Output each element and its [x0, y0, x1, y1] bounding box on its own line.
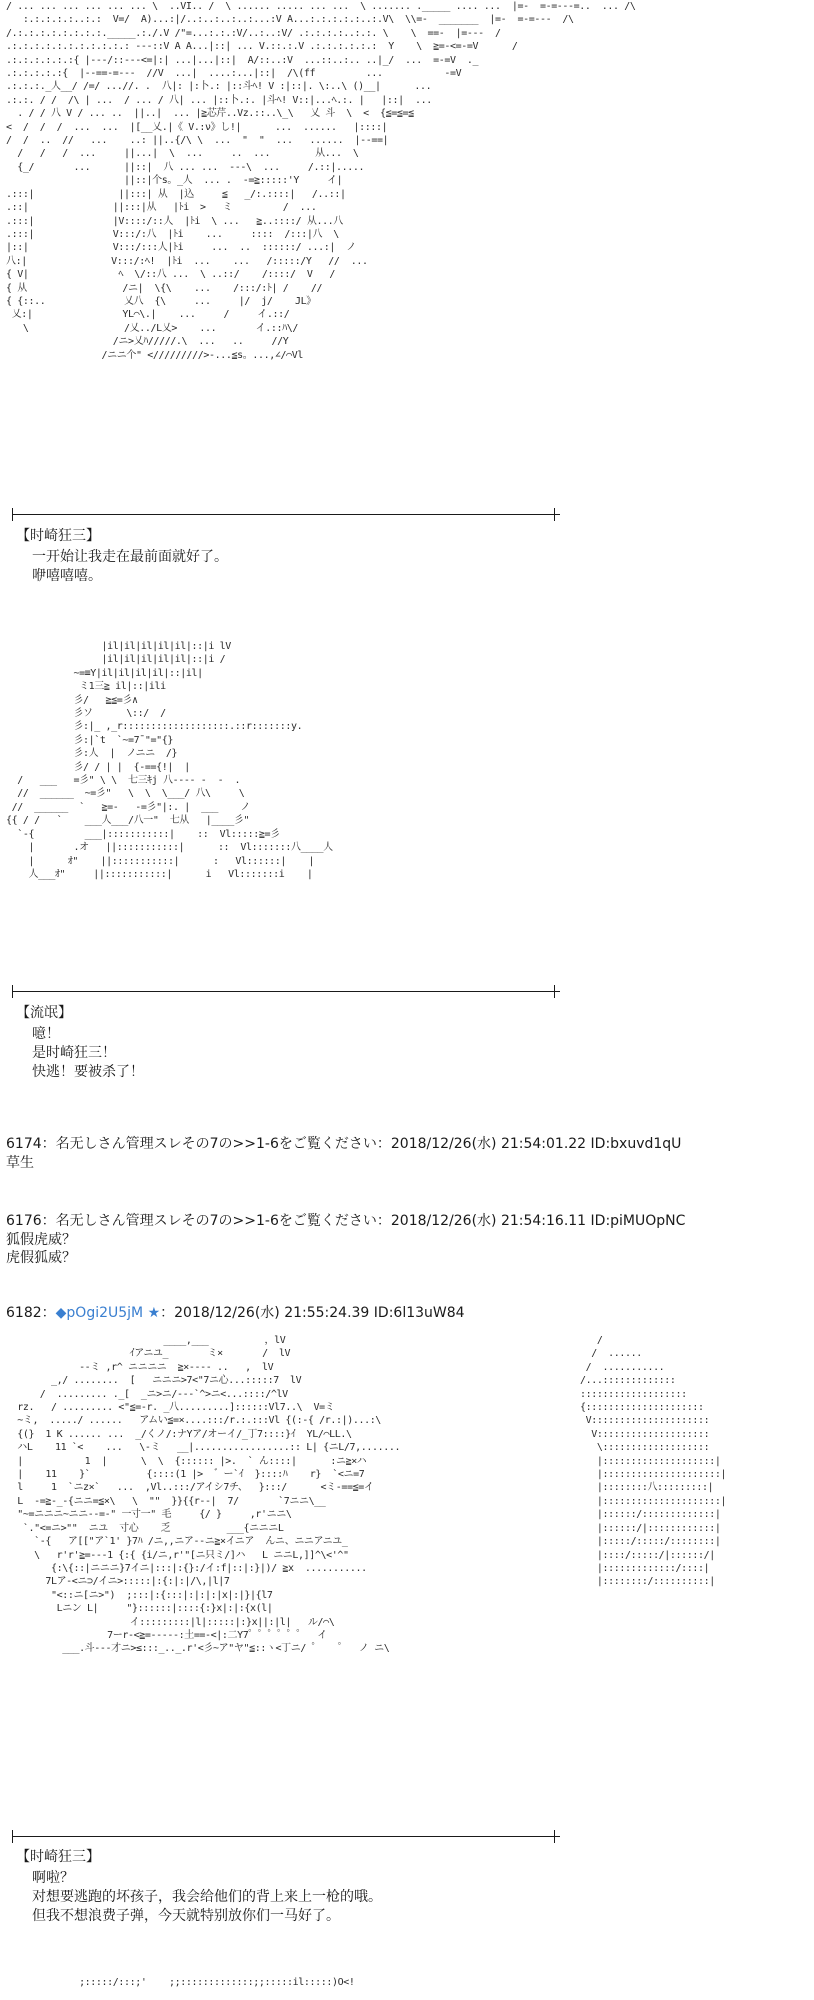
ascii-art-kurumi-right-panel: / / ...... / ........... /...::::::::::::: ::::::::::::::::::: {::::::::::::::::::::: V::::::::::::::::::::: V:::::::::::::::::::: \::::::::::::::::::: |::::::::::::::::::::| |:::::::::::::::::::::| |::::::::八:::::::::| |:::::::::::::::::::::| |::::::/:::::::::::::| |::::::/|::::::::::::| |:::::/:::::/::::::::| |::::/:::::/|::::::/| |:::::::::::::/::::| |::::::::/::::::::::| [580, 1335, 727, 1588]
divider-right-tick [554, 508, 555, 521]
divider-line [12, 991, 560, 992]
dialogue-line: 快逃！要被杀了！ [32, 1064, 144, 1080]
dialogue-line: 一开始让我走在最前面就好了。 [32, 549, 228, 565]
divider-right-tick [554, 1830, 555, 1843]
post-number[interactable]: 6176 [6, 1213, 42, 1229]
post-meta: ：名无しさん管理スレその7の>>1-6をご覧ください：2018/12/26(水) 21:54:16.11 ID:piMUOpNC [41, 1213, 686, 1229]
speaker-name: 【时崎狂三】 [16, 1849, 100, 1865]
post-number[interactable]: 6174 [6, 1136, 42, 1152]
post-number[interactable]: 6182 [6, 1305, 42, 1321]
tripcode-link[interactable]: ◆pOgi2U5jM ★ [55, 1305, 161, 1321]
speaker-name: 【时崎狂三】 [16, 528, 100, 544]
post-meta: ：2018/12/26(水) 21:55:24.39 ID:6l13uW84 [160, 1305, 465, 1321]
ascii-art-kurumi-portrait: / ... ... ... ... ... ... \ ..VI.. / \ ...... ..... ... ... \ ....... ._____ .... ... |=- =-=---=.. ... /\ :.:.:.:.:..:.: V=/ A)...:|/..:..:..:..:...:V A...:.:.:.:.:..:.V\ \\=- _______ |=- =-=--- /\ /.:.:.:.:.:.:.:.:._____.:./.V /"=...:.:.:V/..:..:V/ .:.:.:.:..:.:. \ \ ==- |=--- / .:.:.:.:.:.:.:.:.:.:.: ---::V A A...|::| ... V.::.:.V .:.:.:.:.:.: Y \ ≧=-<=-=V / .:.:.:.:.:.:{ |---/::---<=|:| ...|...|::| A/::..:V ...::..:.. ..|_/ ... =-=V ._ .:.:.:.:.:{ |--==-=--- //V ...| ....:...|::| /\(ff ... -=V .:.:.:._人__/ /=/ ...//. . 八|: |:卜.: |::斗ﾍ! V :|::|. \:..\ ()__| ... .:.:. / / /\ | ... / ... / 八| ... |::卜.:. |斗ﾍ! V::|...ﾍ.:. | |::| ... . / / 八 V / ... .. ||..| ... |≧芯芹..Vz.::..\_\ 乂 斗 \ < {≦=≦=≦ < / / / ... ... |[__乂.|《 V.:ν》し!| ... ...... |::::| / / .. // ... ..: ||..{/\ \ ... " " ... ...... |--==| / / / ... ||...| \ ... .. ... 从... \ {_/ ... ||::| 八 ... ... ---\ ... /.::|..... ||::|个s。_人 ... . -=≧:::::'Y イ| .:::| ||:::| 从 |込 ≦ _/:.::::| /..::| .::| ||:::|从 |ﾄi > ミ / ... .:::| |V::::/::人 |ﾄi \ ... ≧..::::/ 从...八 .:::| V:::/:八 |ﾄi ... :::: /:::|八 \ |::| V:::/:::人|ﾄi ... .. ::::::/ ...:| ノ 八:| V:::/:ﾍ! |ﾄi ... ... /:::::/Y // ... { V| ﾍ \/::八 ... \ ..::/ /::::/ V / { 从 /ニ| \{\ ... /:::/:ﾄ| / // { {::.. 乂八 {\ ... |/ j/ JL》 乂:| YL⌒\.| ... / イ.::/ \ /乂../L乂> ... イ.::ﾊ\/ /ニ>乂ﾊ/////.\ ... .. //Y /ニニ个" </////////>-...≦s。...,∠/⌒Vl [6, 1, 636, 361]
post-header [6, 1135, 681, 1153]
post-header [6, 1212, 685, 1230]
post-separator: ： [41, 1305, 56, 1321]
post-body [6, 1231, 76, 1267]
post-line: 狐假虎威？ [6, 1232, 76, 1248]
post-header [6, 1304, 465, 1322]
dialogue-line: 是时崎狂三！ [32, 1045, 116, 1061]
divider-line [12, 1836, 560, 1837]
dialogue-block [32, 548, 228, 586]
speaker-name: 【流氓】 [16, 1005, 72, 1021]
post-line: 虎假狐威？ [6, 1250, 76, 1266]
dialogue-line: 咿嘻嘻嘻。 [32, 568, 102, 584]
dialogue-block [32, 1025, 144, 1082]
dialogue-line: 噫！ [32, 1026, 60, 1042]
dialogue-line: 但我不想浪费子弹，今天就特别放你们一马好了。 [32, 1908, 340, 1924]
ascii-art-fragment: ;:::::/:::;' ;;:::::::::::::;;:::::il:::::)O<! [6, 1977, 355, 1988]
ascii-art-kurumi-with-clock: ____,___ ，lV ｲアニユ_ ミ× / lV --ミ ,r^ ニニニニ ≧×---- .. , lV _,/ ........ [ ニニニ>7<"7ニ心...:::::7 lV / ......... ._[ _ニ>ニ/---`^>ニ<...::::/^lV rz. / ......... <"≦=-r. _八.........]::::::Vl7..\ V=ミ ~ミ, ...../ ...... アムい≦=×....:::/r.:.:::Vl {(:-{ /r.:|)...:\ {(} 1 K ...... ... _/くノ/:ナYア/オーイ/_丁7::::}ｲ YL/⌒LL.\ ハL 11 `< ... \-ミ __|.................:: L| {ニL/7,....... | 1 | \ \ {:::::: |>. ` ん::::| :ニ≧×ハ | 11 }` {::::(1 |> ゛ー`ｲ }::::ﾊ r} `<ニ=7 l 1 `ニz×` ... ,Vl..:::/アイシ7チ、 }:::/ <ミ-==≦=イ L -=≧-_-{ニニ=≦×\ \ "" }}{{r--| 7/ `7ニニ\__ "~=ニニニ~ニニ--=-" 一寸一" 毛 {/ } ,r'ニニ\ `."<=ニ>"" ニユ 寸心 乏 ___{ニニニL `-{ ア[["ア`1' }7ﾊ /ニ,,ニア--ニ≧×イニア んニ、ニニアニユ_ \ r'r'≧=---1 {:{ {i/ニ,r'"[ニ只ミ/]ハ L ニニL,]]^\<'^" {:\{::|ニニニ}7イニ|:::|:{}:/イ:f|::|:}|)/ ≧x ........... 7Lア-<ニ⊃/イニ>:::::|:{:|:|/\,|l|7 "<::ニ[ニ>") ;:::|:{:::|:|:|:|x|:|}|{l7 Lニン L| "}::::::|::::{:}x|:|:{x(l| イ:::::::::|l|:::::|:}x||:|l| ル/⌒\ 7ーr-<≧=-----:土==-<|:二Y7゜゜゜゜゜゜ イ ___.斗---才ニ>≤:::_.._.r'<彡~ア"ヤ"≦::ヽ<丁ニ/ ゜ ゜ ノ ニ\ [17, 1335, 401, 1655]
dialogue-block [32, 1869, 382, 1926]
post-body [6, 1154, 34, 1172]
ascii-art-thug: |il|il|il|il|il|::|i lV |il|il|il|il|il|::|i / ~=≡Y|il|il|il|il|::|il| ミ1三≧ il|::|ili 彡/ ≧≦=彡∧ 彡ソ \::/ / 彡:|_ ,_r:::::::::::::::::::.::r:::::::y. 彡:|`t `~=7¯"="{} 彡:人 | ノニニ /} 彡/ / | | {-=={!| | / ___ =彡" \ \ 七三ｷj 八---- - - . // ______ ~=彡" \ \ \___/ 八\ \ // ______ ` ≧=- -=彡"|:. | ___ ノ {{ / / ` ___人___/八一" 七从 |____彡" `-{ ___|:::::::::::| :: Vl:::::≧=彡 | .オ ||:::::::::::| :: Vl:::::::八____人 | ｵ" ||:::::::::::| : Vl::::::| | 人___ｵ" ||:::::::::::| i Vl:::::::i | [6, 641, 333, 880]
divider-right-tick [554, 985, 555, 998]
divider-line [12, 514, 560, 515]
dialogue-line: 啊啦？ [32, 1870, 74, 1886]
dialogue-line: 对想要逃跑的坏孩子，我会给他们的背上来上一枪的哦。 [32, 1889, 382, 1905]
post-meta: ：名无しさん管理スレその7の>>1-6をご覧ください：2018/12/26(水) 21:54:01.22 ID:bxuvd1qU [41, 1136, 682, 1152]
post-line: 草生 [6, 1155, 34, 1171]
